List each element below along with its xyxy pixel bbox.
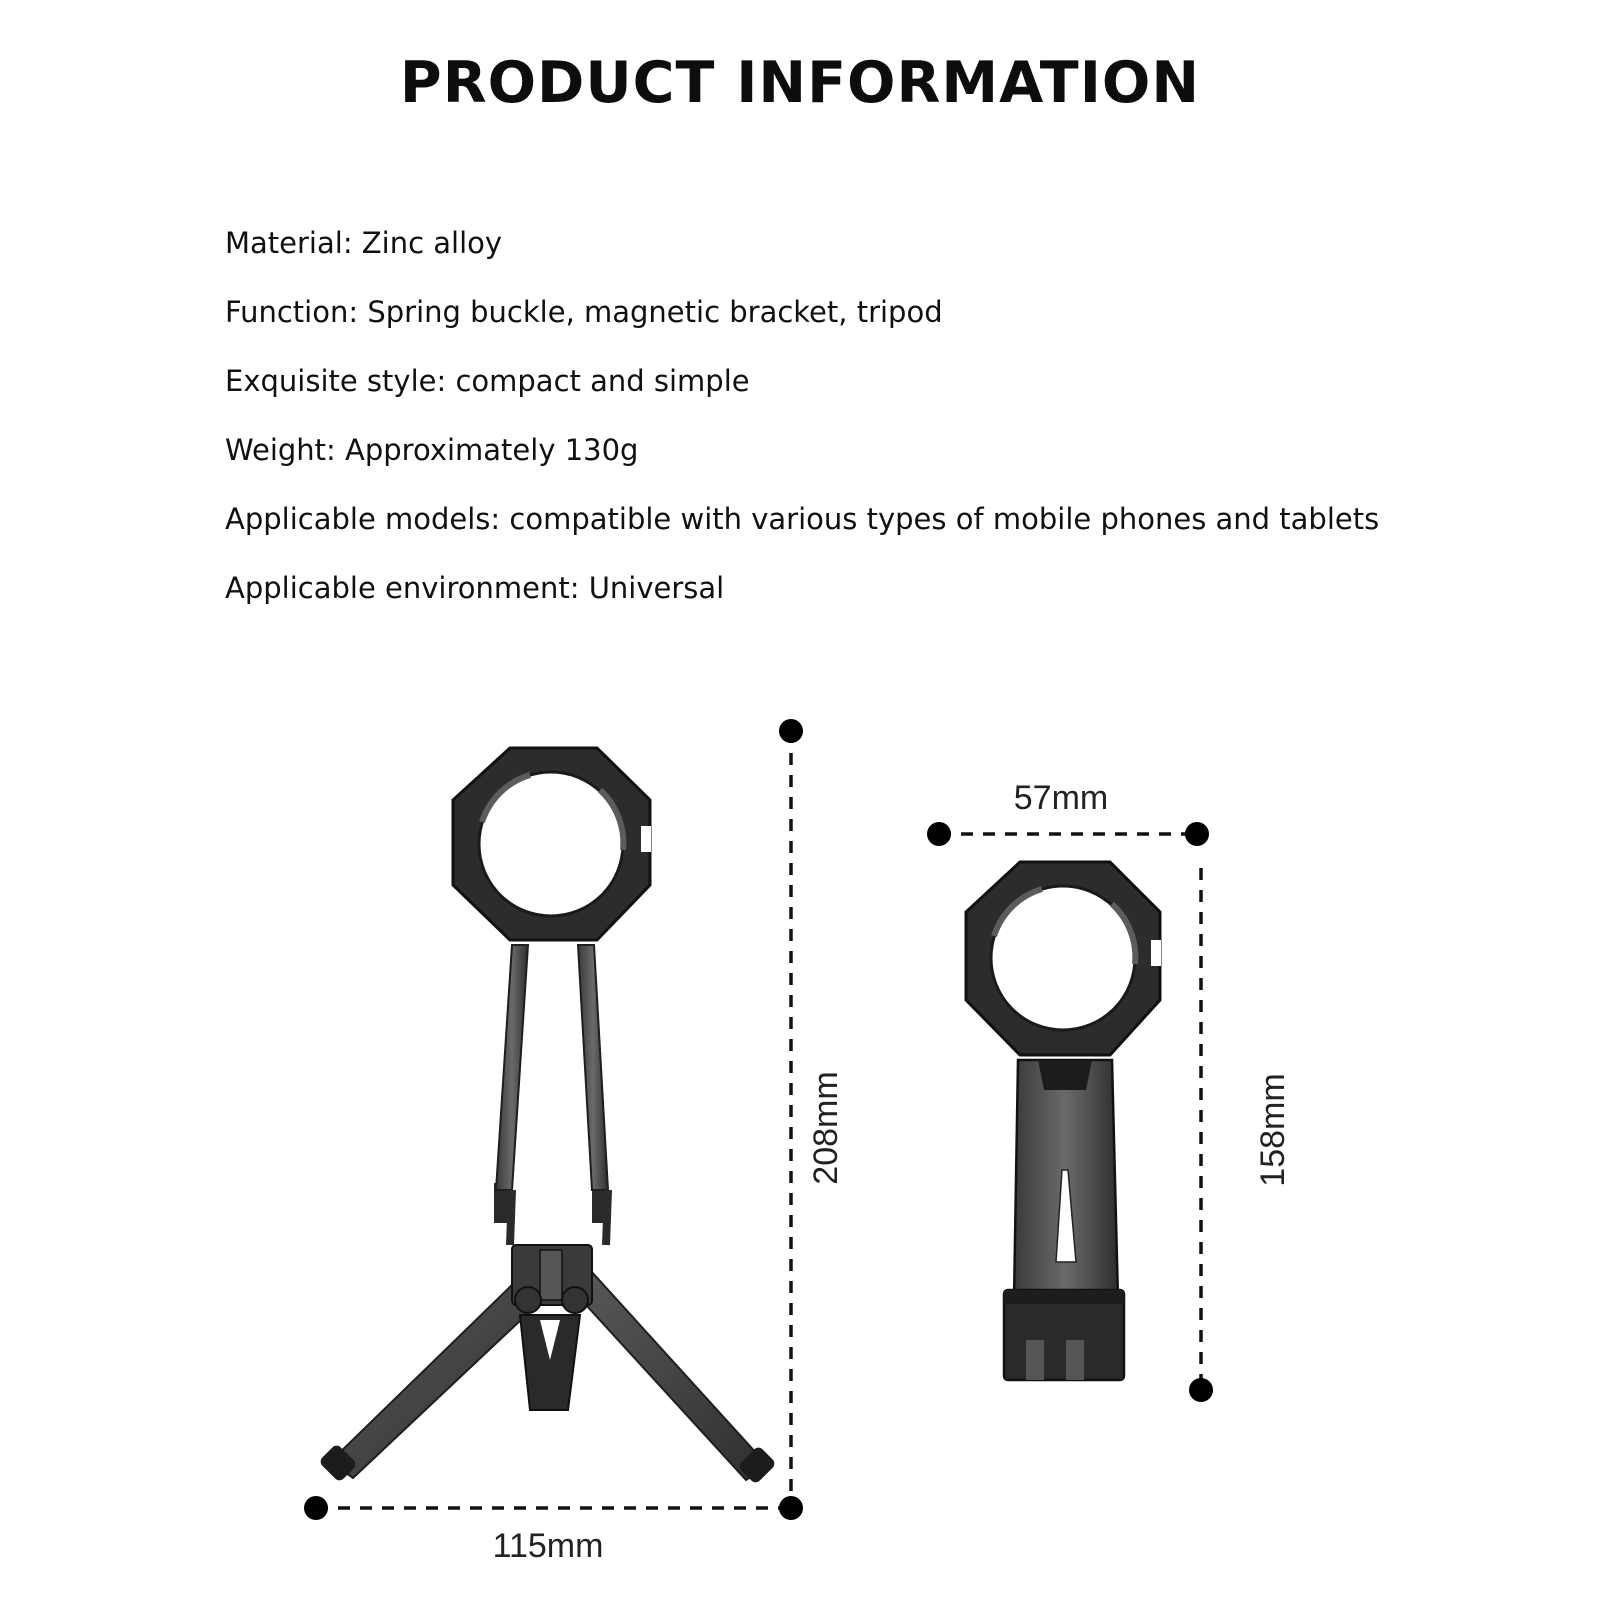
folded-height-label: 158mm [1254,1073,1292,1187]
folded-width-left-marker [927,822,951,846]
open-corner-marker [779,1496,803,1520]
spec-material: Material: Zinc alloy [225,226,503,260]
folded-width-label: 57mm [1013,779,1109,817]
page-title: PRODUCT INFORMATION [399,50,1201,116]
folded-stand-illustration [966,862,1161,1380]
spec-models: Applicable models: compatible with various types of mobile phones and tablets [225,502,1380,536]
open-width-left-marker [304,1496,328,1520]
spec-style: Exquisite style: compact and simple [225,364,750,398]
spec-environment: Applicable environment: Universal [225,571,725,605]
folded-width-right-marker [1185,822,1209,846]
spec-weight: Weight: Approximately 130g [225,433,639,467]
open-height-label: 208mm [807,1071,845,1185]
tripod-open-illustration [318,748,777,1485]
tripod-left-leg [330,1282,540,1478]
open-height-top-marker [779,719,803,743]
spec-function: Function: Spring buckle, magnetic bracket, tripod [225,295,943,329]
tripod-left-arm [496,945,528,1190]
tripod-right-arm [578,945,608,1190]
tripod-right-leg [565,1270,768,1480]
open-width-label: 115mm [492,1527,604,1565]
folded-height-bottom-marker [1189,1378,1213,1402]
